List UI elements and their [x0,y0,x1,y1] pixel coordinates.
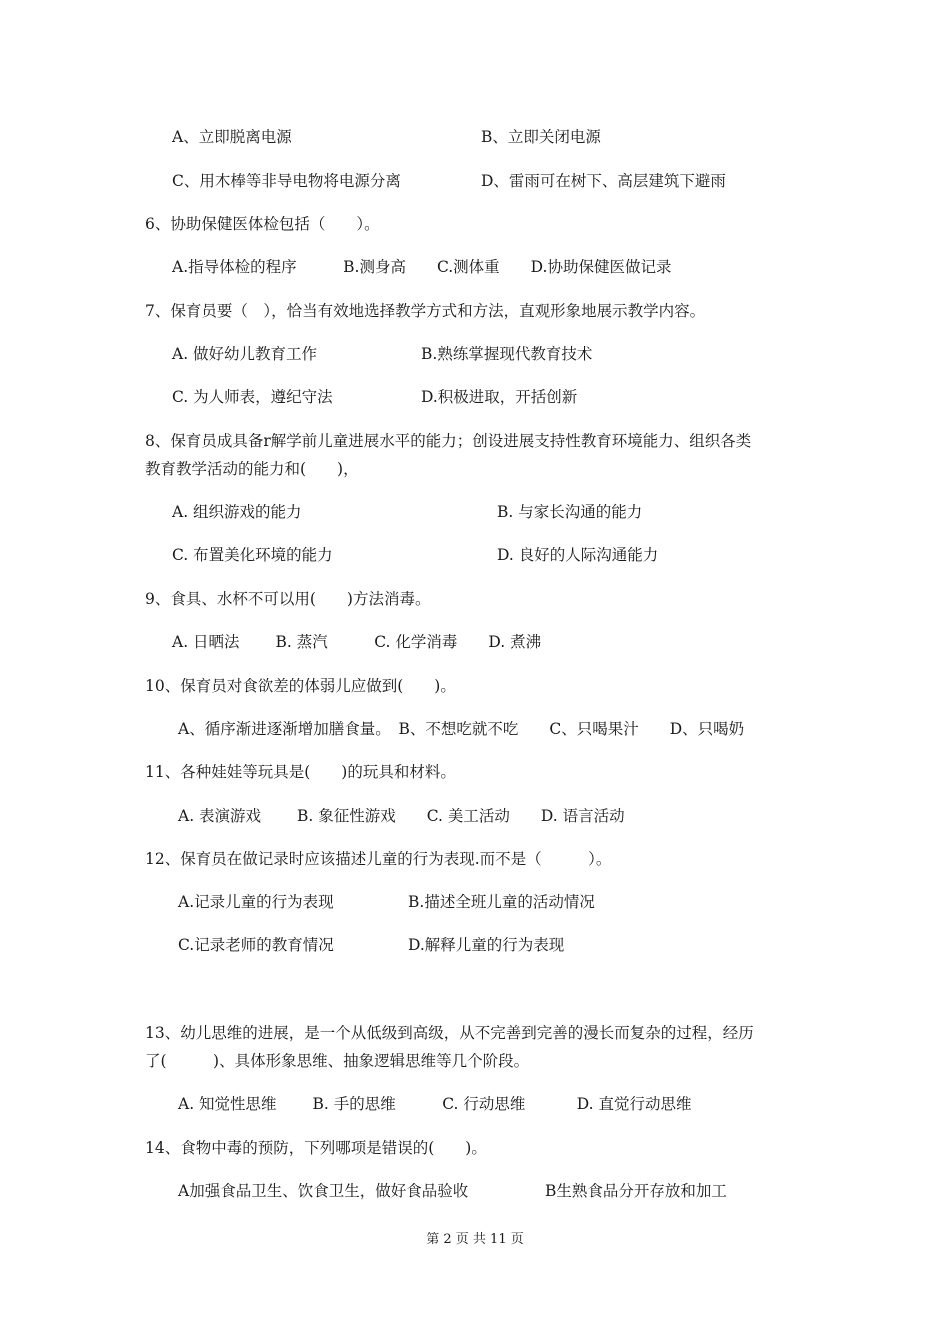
q13-stem-line1: 13、幼儿思维的进展，是一个从低级到高级，从不完善到完善的漫长而复杂的过程，经历 [145,1024,754,1042]
q5-option-c: C、用木棒等非导电物将电源分离 [172,172,401,190]
q8-option-b: B. 与家长沟通的能力 [497,503,643,521]
q7-option-d: D.积极进取，开括创新 [421,388,578,406]
q12-option-c: C.记录老师的教育情况 [178,936,334,954]
q8-option-a: A. 组织游戏的能力 [172,503,302,521]
page-footer: 第 2 页 共 11 页 [426,1232,524,1247]
q12-option-d: D.解释儿童的行为表现 [408,936,565,954]
q9-stem: 9、食具、水杯不可以用( )方法消毒。 [145,590,431,608]
q10-options: A、循序渐进逐渐增加膳食量。 B、不想吃就不吃 C、只喝果汁 D、只喝奶 [178,720,745,738]
q10-stem: 10、保育员对食欲差的体弱儿应做到( )。 [145,677,456,695]
q14-stem: 14、食物中毒的预防，下列哪项是错误的( )。 [145,1139,487,1157]
q6-options: A.指导体检的程序 B.测身高 C.测体重 D.协助保健医做记录 [172,258,672,276]
q13-options: A. 知觉性思维 B. 手的思维 C. 行动思维 D. 直觉行动思维 [178,1095,692,1113]
q11-stem: 11、各种娃娃等玩具是( )的玩具和材料。 [145,763,456,781]
q7-option-a: A. 做好幼儿教育工作 [172,345,318,363]
q12-stem: 12、保育员在做记录时应该描述儿童的行为表现.而不是（ ）。 [145,850,612,868]
q9-options: A. 日晒法 B. 蒸汽 C. 化学消毒 D. 煮沸 [172,633,542,651]
q5-option-d: D、雷雨可在树下、高层建筑下避雨 [481,172,726,190]
q13-stem-line2: 了( )、具体形象思维、抽象逻辑思维等几个阶段。 [145,1052,530,1070]
q7-option-b: B.熟练掌握现代教育技术 [421,345,593,363]
q11-options: A. 表演游戏 B. 象征性游戏 C. 美工活动 D. 语言活动 [178,807,625,825]
q5-option-a: A、立即脱离电源 [172,128,292,146]
q6-stem: 6、协助保健医体检包括（ ）。 [145,215,380,233]
q8-option-c: C. 布置美化环境的能力 [172,546,333,564]
q14-option-b: B生熟食品分开存放和加工 [545,1182,727,1200]
q8-option-d: D. 良好的人际沟通能力 [497,546,659,564]
q12-option-a: A.记录儿童的行为表现 [178,893,334,911]
q5-option-b: B、立即关闭电源 [481,128,601,146]
q7-option-c: C. 为人师表，遵纪守法 [172,388,333,406]
q14-option-a: A加强食品卫生、饮食卫生，做好食品验收 [178,1182,469,1200]
q8-stem-line1: 8、保育员成具备r解学前儿童进展水平的能力；创设进展支持性教育环境能力、组织各类 [145,432,752,450]
q8-stem-line2: 教育教学活动的能力和( )， [145,460,359,478]
q12-option-b: B.描述全班儿童的活动情况 [408,893,595,911]
q7-stem: 7、保育员要（ ），恰当有效地选择教学方式和方法，直观形象地展示教学内容。 [145,302,706,320]
